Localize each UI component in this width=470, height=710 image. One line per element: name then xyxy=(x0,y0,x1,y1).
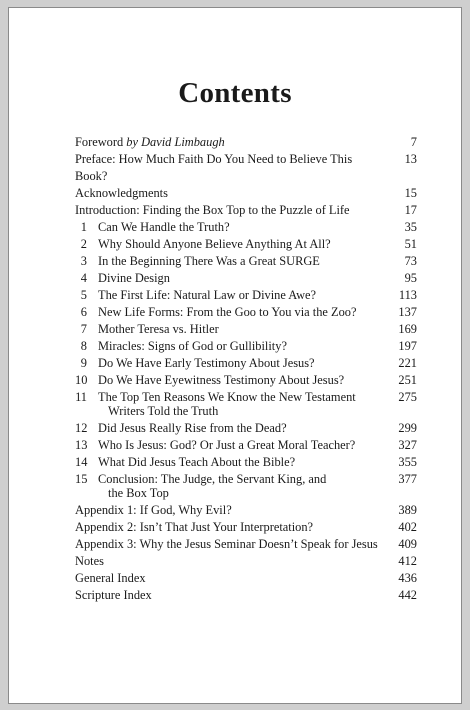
page-title: Contents xyxy=(178,77,292,109)
toc-chapter-5 xyxy=(75,287,417,304)
chapter-title: Can We Handle the Truth? xyxy=(98,220,230,234)
chapter-title: Why Should Anyone Believe Anything At All? xyxy=(98,237,331,251)
chapter-title: In the Beginning There Was a Great SURGE xyxy=(98,254,320,268)
chapter-title: What Did Jesus Teach About the Bible? xyxy=(98,455,296,469)
toc-page-number: 15 xyxy=(404,186,417,200)
toc-page-number: 113 xyxy=(398,288,417,302)
toc-chapter-14 xyxy=(75,454,417,471)
toc-entry-label: Notes xyxy=(75,554,104,568)
toc-entry-label: Acknowledgments xyxy=(75,186,168,200)
chapter-number: 14 xyxy=(75,455,88,469)
toc-chapter-8 xyxy=(75,338,417,355)
toc-entry-label: Appendix 3: Why the Jesus Seminar Doesn’t Speak for Jesus xyxy=(75,537,378,551)
chapter-title-line-2: Writers Told the Truth xyxy=(108,404,219,418)
chapter-number: 9 xyxy=(80,356,87,370)
chapter-number: 13 xyxy=(75,438,88,452)
toc-entry-introduction xyxy=(75,202,417,219)
chapter-title: Do We Have Eyewitness Testimony About Jesus? xyxy=(98,373,345,387)
foreword-label: Foreword xyxy=(75,135,124,149)
toc-page-number: 197 xyxy=(398,339,417,353)
toc-page-number: 442 xyxy=(398,588,417,602)
chapter-number: 6 xyxy=(80,305,87,319)
toc-chapter-10 xyxy=(75,372,417,389)
toc-chapter-2 xyxy=(75,236,417,253)
book-page xyxy=(8,7,462,704)
chapter-title: Miracles: Signs of God or Gullibility? xyxy=(98,339,287,353)
toc-entry-acknowledgments xyxy=(75,185,417,202)
chapter-title: The First Life: Natural Law or Divine Awe? xyxy=(98,288,317,302)
toc-chapter-7 xyxy=(75,321,417,338)
chapter-number: 11 xyxy=(75,390,87,404)
toc-entry-label: Preface: How Much Faith Do You Need to Believe This Book? xyxy=(75,152,353,183)
chapter-title: Mother Teresa vs. Hitler xyxy=(98,322,219,336)
chapter-number: 15 xyxy=(75,472,88,486)
chapter-title: Do We Have Early Testimony About Jesus? xyxy=(98,356,315,370)
toc-entry-foreword xyxy=(75,134,417,151)
toc-page-number: 389 xyxy=(398,503,417,517)
toc-entry-general-index xyxy=(75,570,417,587)
toc-entry-preface xyxy=(75,151,417,185)
chapter-number: 4 xyxy=(80,271,87,285)
toc-page-number: 7 xyxy=(410,135,417,149)
table-of-contents xyxy=(75,134,417,604)
toc-entry-label: Introduction: Finding the Box Top to the Puzzle of Life xyxy=(75,203,350,217)
chapter-number: 7 xyxy=(80,322,87,336)
toc-page-number: 251 xyxy=(398,373,417,387)
toc-entry-label: Appendix 2: Isn’t That Just Your Interpretation? xyxy=(75,520,314,534)
toc-page-number: 73 xyxy=(404,254,417,268)
toc-page-number: 409 xyxy=(398,537,417,551)
toc-chapter-4 xyxy=(75,270,417,287)
toc-page-number: 355 xyxy=(398,455,417,469)
toc-entry-appendix-2 xyxy=(75,519,417,536)
toc-page-number: 137 xyxy=(398,305,417,319)
toc-entry-label: General Index xyxy=(75,571,146,585)
chapter-title: Did Jesus Really Rise from the Dead? xyxy=(98,421,287,435)
toc-page-number: 221 xyxy=(398,356,417,370)
toc-entry-label: Appendix 1: If God, Why Evil? xyxy=(75,503,232,517)
toc-chapter-12 xyxy=(75,420,417,437)
chapter-title xyxy=(75,389,385,420)
toc-entry-scripture-index xyxy=(75,587,417,604)
chapter-number: 8 xyxy=(80,339,87,353)
toc-page-number: 275 xyxy=(398,390,417,404)
toc-page-number: 377 xyxy=(398,472,417,486)
foreword-author: David Limbaugh xyxy=(141,135,225,149)
toc-chapter-11 xyxy=(75,389,417,420)
toc-chapter-6 xyxy=(75,304,417,321)
chapter-number: 12 xyxy=(75,421,88,435)
toc-page-number: 17 xyxy=(404,203,417,217)
toc-page-number: 95 xyxy=(404,271,417,285)
toc-page-number: 169 xyxy=(398,322,417,336)
toc-entry-appendix-3 xyxy=(75,536,417,553)
chapter-title-line-2: the Box Top xyxy=(108,486,169,500)
toc-chapter-9 xyxy=(75,355,417,372)
chapter-title xyxy=(75,471,385,502)
toc-chapter-15 xyxy=(75,471,417,502)
chapter-number: 2 xyxy=(80,237,87,251)
chapter-number: 1 xyxy=(80,220,87,234)
toc-entry-label xyxy=(75,134,385,151)
chapter-title: New Life Forms: From the Goo to You via the Zoo? xyxy=(98,305,357,319)
toc-chapter-3 xyxy=(75,253,417,270)
toc-page-number: 35 xyxy=(404,220,417,234)
toc-chapter-13 xyxy=(75,437,417,454)
toc-page-number: 299 xyxy=(398,421,417,435)
toc-entry-notes xyxy=(75,553,417,570)
chapter-number: 5 xyxy=(80,288,87,302)
chapter-title-line-1: The Top Ten Reasons We Know the New Testament xyxy=(98,390,356,404)
chapter-title: Divine Design xyxy=(98,271,170,285)
toc-page-number: 51 xyxy=(404,237,417,251)
chapter-number: 3 xyxy=(80,254,87,268)
toc-page-number: 13 xyxy=(404,152,417,166)
foreword-by: by xyxy=(123,135,142,149)
chapter-number: 10 xyxy=(75,373,88,387)
toc-page-number: 412 xyxy=(398,554,417,568)
toc-page-number: 402 xyxy=(398,520,417,534)
toc-chapter-1 xyxy=(75,219,417,236)
toc-entry-appendix-1 xyxy=(75,502,417,519)
toc-page-number: 327 xyxy=(398,438,417,452)
chapter-title: Who Is Jesus: God? Or Just a Great Moral Teacher? xyxy=(98,438,356,452)
toc-page-number: 436 xyxy=(398,571,417,585)
chapter-title-line-1: Conclusion: The Judge, the Servant King, and xyxy=(98,472,327,486)
toc-entry-label: Scripture Index xyxy=(75,588,152,602)
